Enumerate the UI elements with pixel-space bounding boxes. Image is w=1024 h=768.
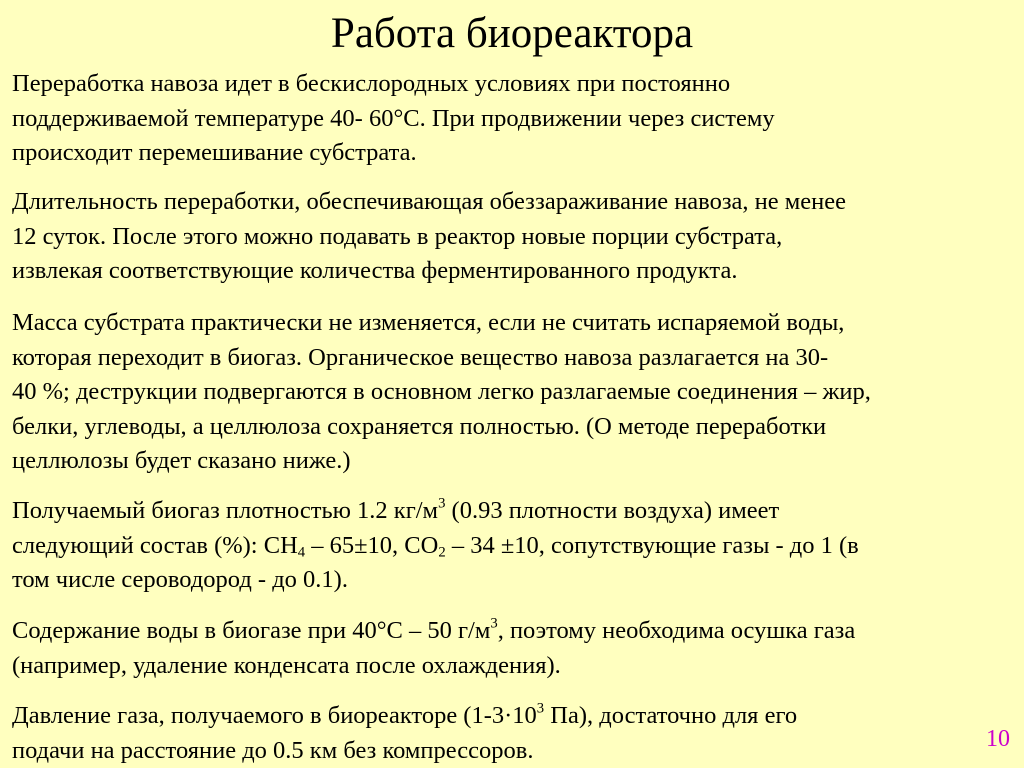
text-line: белки, углеводы, а целлюлоза сохраняется полностью. (О методе переработки [12, 412, 827, 440]
subscript: 2 [438, 544, 446, 561]
text-line [12, 529, 1012, 564]
paragraph-water-content [12, 614, 1012, 683]
paragraph-biogas-composition [12, 494, 1012, 598]
text-run: Па), достаточно для его [544, 702, 798, 729]
text-run: – 34 ±10, сопутствующие газы - до 1 (в [445, 531, 859, 559]
text-line [12, 614, 1012, 649]
text-run: следующий состав (%): СН [12, 531, 298, 559]
text-run: (0.93 плотности воздуха) имеет [445, 497, 780, 524]
subscript: 4 [297, 544, 306, 561]
text-run: Получаемый биогаз плотностью 1.2 кг/м [12, 497, 439, 524]
text-line: том числе сероводород - до 0.1). [12, 566, 348, 593]
paragraph-substrate-mass [12, 306, 1012, 479]
text-line: подачи на расстояние до 0.5 км без компрессоров. [12, 736, 534, 764]
superscript: 3 [438, 495, 446, 512]
text-line [12, 699, 1012, 734]
text-line [12, 494, 1012, 529]
text-line: Длительность переработки, обеспечивающая обеззараживание навоза, не менее [12, 188, 846, 215]
text-line: Масса субстрата практически не изменяется, если не считать испаряемой воды, [12, 309, 845, 336]
slide-title: Работа биореактора [330, 10, 694, 57]
superscript: 3 [490, 615, 498, 632]
text-line: 40 %; деструкции подвергаются в основном легко разлагаемые соединения – жир, [12, 378, 871, 405]
text-line: 12 суток. После этого можно подавать в реактор новые порции субстрата, [12, 222, 783, 250]
text-line: которая переходит в биогаз. Органическое вещество навоза разлагается на 30- [12, 343, 829, 371]
text-line: Переработка навоза идет в бескислородных условиях при постоянно [12, 70, 731, 97]
text-line: (например, удаление конденсата после охлаждения). [12, 651, 561, 679]
text-run: – 65±10, СО [305, 531, 439, 559]
page-number: 10 [986, 726, 1010, 752]
text-run: Содержание воды в биогазе при 40°С – 50 г/м [12, 617, 491, 644]
text-line: извлекая соответствующие количества ферментированного продукта. [12, 257, 738, 284]
paragraph-processing-duration [12, 185, 1012, 289]
text-line: происходит перемешивание субстрата. [12, 139, 417, 166]
paragraph-gas-pressure [12, 699, 1012, 768]
text-line: поддерживаемой температуре 40- 60°С. При продвижении через систему [12, 104, 775, 132]
text-run: , поэтому необходима осушка газа [497, 617, 856, 644]
text-run: Давление газа, получаемого в биореакторе (1-3·10 [12, 702, 537, 729]
text-line: целлюлозы будет сказано ниже.) [12, 447, 351, 474]
paragraph-processing-conditions [12, 67, 1012, 171]
superscript: 3 [536, 700, 545, 717]
